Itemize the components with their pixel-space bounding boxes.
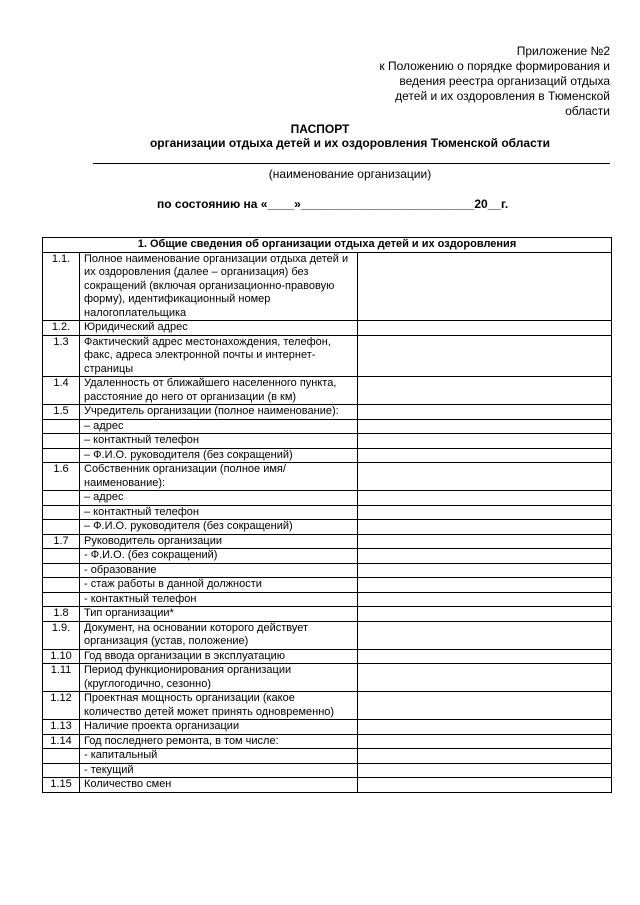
- table-row: [43, 578, 612, 593]
- row-number: 1.7: [43, 534, 80, 549]
- row-label: - контактный телефон: [80, 592, 358, 607]
- appendix-line: детей и их оздоровления в Тюменской: [395, 89, 610, 103]
- row-number: [43, 491, 80, 506]
- row-value-cell[interactable]: [358, 321, 612, 336]
- row-value-cell[interactable]: [358, 607, 612, 622]
- table-row: [43, 763, 612, 778]
- row-value-cell[interactable]: [358, 621, 612, 649]
- row-label: - текущий: [80, 763, 358, 778]
- document-title: ПАСПОРТ: [290, 122, 350, 136]
- table-row: [43, 505, 612, 520]
- row-label: Год ввода организации в эксплуатацию: [80, 649, 358, 664]
- table-row: [43, 563, 612, 578]
- section-title: 1. Общие сведения об организации отдыха детей и их оздоровления: [43, 238, 612, 253]
- row-number: [43, 505, 80, 520]
- table-row: [43, 463, 612, 491]
- table-row: [43, 434, 612, 449]
- row-value-cell[interactable]: [358, 534, 612, 549]
- row-label: – Ф.И.О. руководителя (без сокращений): [80, 448, 358, 463]
- row-value-cell[interactable]: [358, 463, 612, 491]
- row-label: Удаленность от ближайшего населенного пункта, расстояние до него от организации (в км): [80, 377, 358, 405]
- table-row: [43, 621, 612, 649]
- table-row: [43, 335, 612, 377]
- row-value-cell[interactable]: [358, 778, 612, 793]
- row-value-cell[interactable]: [358, 549, 612, 564]
- row-label: Наличие проекта организации: [80, 720, 358, 735]
- appendix-block: [310, 44, 610, 119]
- appendix-line: к Положению о порядке формирования и: [379, 59, 610, 73]
- row-label: – адрес: [80, 491, 358, 506]
- row-label: Фактический адрес местонахождения, телефон, факс, адреса электронной почты и интернет-страницы: [80, 335, 358, 377]
- row-label: – контактный телефон: [80, 434, 358, 449]
- table-row: [43, 749, 612, 764]
- table-row: [43, 607, 612, 622]
- row-number: [43, 763, 80, 778]
- row-value-cell[interactable]: [358, 592, 612, 607]
- table-row: [43, 419, 612, 434]
- row-number: 1.15: [43, 778, 80, 793]
- row-value-cell[interactable]: [358, 252, 612, 321]
- row-number: [43, 549, 80, 564]
- row-label: Год последнего ремонта, в том числе:: [80, 734, 358, 749]
- row-number: 1.10: [43, 649, 80, 664]
- row-label: - образование: [80, 563, 358, 578]
- row-value-cell[interactable]: [358, 734, 612, 749]
- appendix-line: области: [565, 104, 610, 118]
- row-number: 1.6: [43, 463, 80, 491]
- row-value-cell[interactable]: [358, 419, 612, 434]
- as-of-date-line: по состоянию на «____»__________________________20__г.: [157, 197, 509, 211]
- row-value-cell[interactable]: [358, 505, 612, 520]
- row-label: Руководитель организации: [80, 534, 358, 549]
- table-row: [43, 734, 612, 749]
- table-row: [43, 720, 612, 735]
- row-number: 1.8: [43, 607, 80, 622]
- row-label: Документ, на основании которого действует организация (устав, положение): [80, 621, 358, 649]
- row-value-cell[interactable]: [358, 335, 612, 377]
- table-row: [43, 592, 612, 607]
- row-label: Учредитель организации (полное наименование):: [80, 405, 358, 420]
- table-row: [43, 321, 612, 336]
- row-value-cell[interactable]: [358, 434, 612, 449]
- row-label: - Ф.И.О. (без сокращений): [80, 549, 358, 564]
- table-row: [43, 649, 612, 664]
- row-number: 1.2.: [43, 321, 80, 336]
- table-row: [43, 778, 612, 793]
- row-number: 1.1.: [43, 252, 80, 321]
- row-number: [43, 563, 80, 578]
- row-label: – контактный телефон: [80, 505, 358, 520]
- table-row: [43, 448, 612, 463]
- row-number: 1.13: [43, 720, 80, 735]
- row-number: [43, 520, 80, 535]
- row-number: [43, 419, 80, 434]
- row-number: 1.11: [43, 664, 80, 692]
- general-info-table: [42, 237, 612, 793]
- row-number: [43, 448, 80, 463]
- row-value-cell[interactable]: [358, 563, 612, 578]
- row-number: [43, 749, 80, 764]
- row-label: Тип организации*: [80, 607, 358, 622]
- row-number: [43, 434, 80, 449]
- row-label: – адрес: [80, 419, 358, 434]
- row-label: - стаж работы в данной должности: [80, 578, 358, 593]
- row-value-cell[interactable]: [358, 520, 612, 535]
- table-row: [43, 534, 612, 549]
- row-value-cell[interactable]: [358, 578, 612, 593]
- appendix-line: ведения реестра организаций отдыха: [399, 74, 610, 88]
- row-number: 1.5: [43, 405, 80, 420]
- organization-name-line: [93, 163, 610, 164]
- row-value-cell[interactable]: [358, 448, 612, 463]
- row-number: 1.4: [43, 377, 80, 405]
- organization-name-caption: (наименование организации): [268, 167, 432, 181]
- row-label: – Ф.И.О. руководителя (без сокращений): [80, 520, 358, 535]
- row-value-cell[interactable]: [358, 405, 612, 420]
- row-label: Период функционирования организации (круглогодично, сезонно): [80, 664, 358, 692]
- row-value-cell[interactable]: [358, 763, 612, 778]
- row-label: - капитальный: [80, 749, 358, 764]
- row-label: Количество смен: [80, 778, 358, 793]
- table-row: [43, 491, 612, 506]
- row-number: [43, 578, 80, 593]
- row-label: Проектная мощность организации (какое количество детей может принять одновременно): [80, 692, 358, 720]
- row-number: 1.12: [43, 692, 80, 720]
- table-row: [43, 405, 612, 420]
- appendix-line: Приложение №2: [516, 44, 610, 58]
- row-value-cell[interactable]: [358, 377, 612, 405]
- row-number: 1.14: [43, 734, 80, 749]
- row-number: 1.9.: [43, 621, 80, 649]
- table-row: [43, 520, 612, 535]
- table-row: [43, 692, 612, 720]
- row-value-cell[interactable]: [358, 491, 612, 506]
- row-number: 1.3: [43, 335, 80, 377]
- row-label: Собственник организации (полное имя/наименование):: [80, 463, 358, 491]
- row-label: Полное наименование организации отдыха детей и их оздоровления (далее – организация) без сокращений (включая организационно-правовую форму), идентификационный номер налогоплательщика: [80, 252, 358, 321]
- row-value-cell[interactable]: [358, 749, 612, 764]
- row-value-cell[interactable]: [358, 720, 612, 735]
- table-row: [43, 252, 612, 321]
- section-header-row: [43, 238, 612, 253]
- row-label: Юридический адрес: [80, 321, 358, 336]
- row-value-cell[interactable]: [358, 692, 612, 720]
- table-row: [43, 377, 612, 405]
- row-value-cell[interactable]: [358, 664, 612, 692]
- row-number: [43, 592, 80, 607]
- table-row: [43, 549, 612, 564]
- row-value-cell[interactable]: [358, 649, 612, 664]
- table-row: [43, 664, 612, 692]
- document-subtitle: организации отдыха детей и их оздоровления Тюменской области: [149, 136, 551, 150]
